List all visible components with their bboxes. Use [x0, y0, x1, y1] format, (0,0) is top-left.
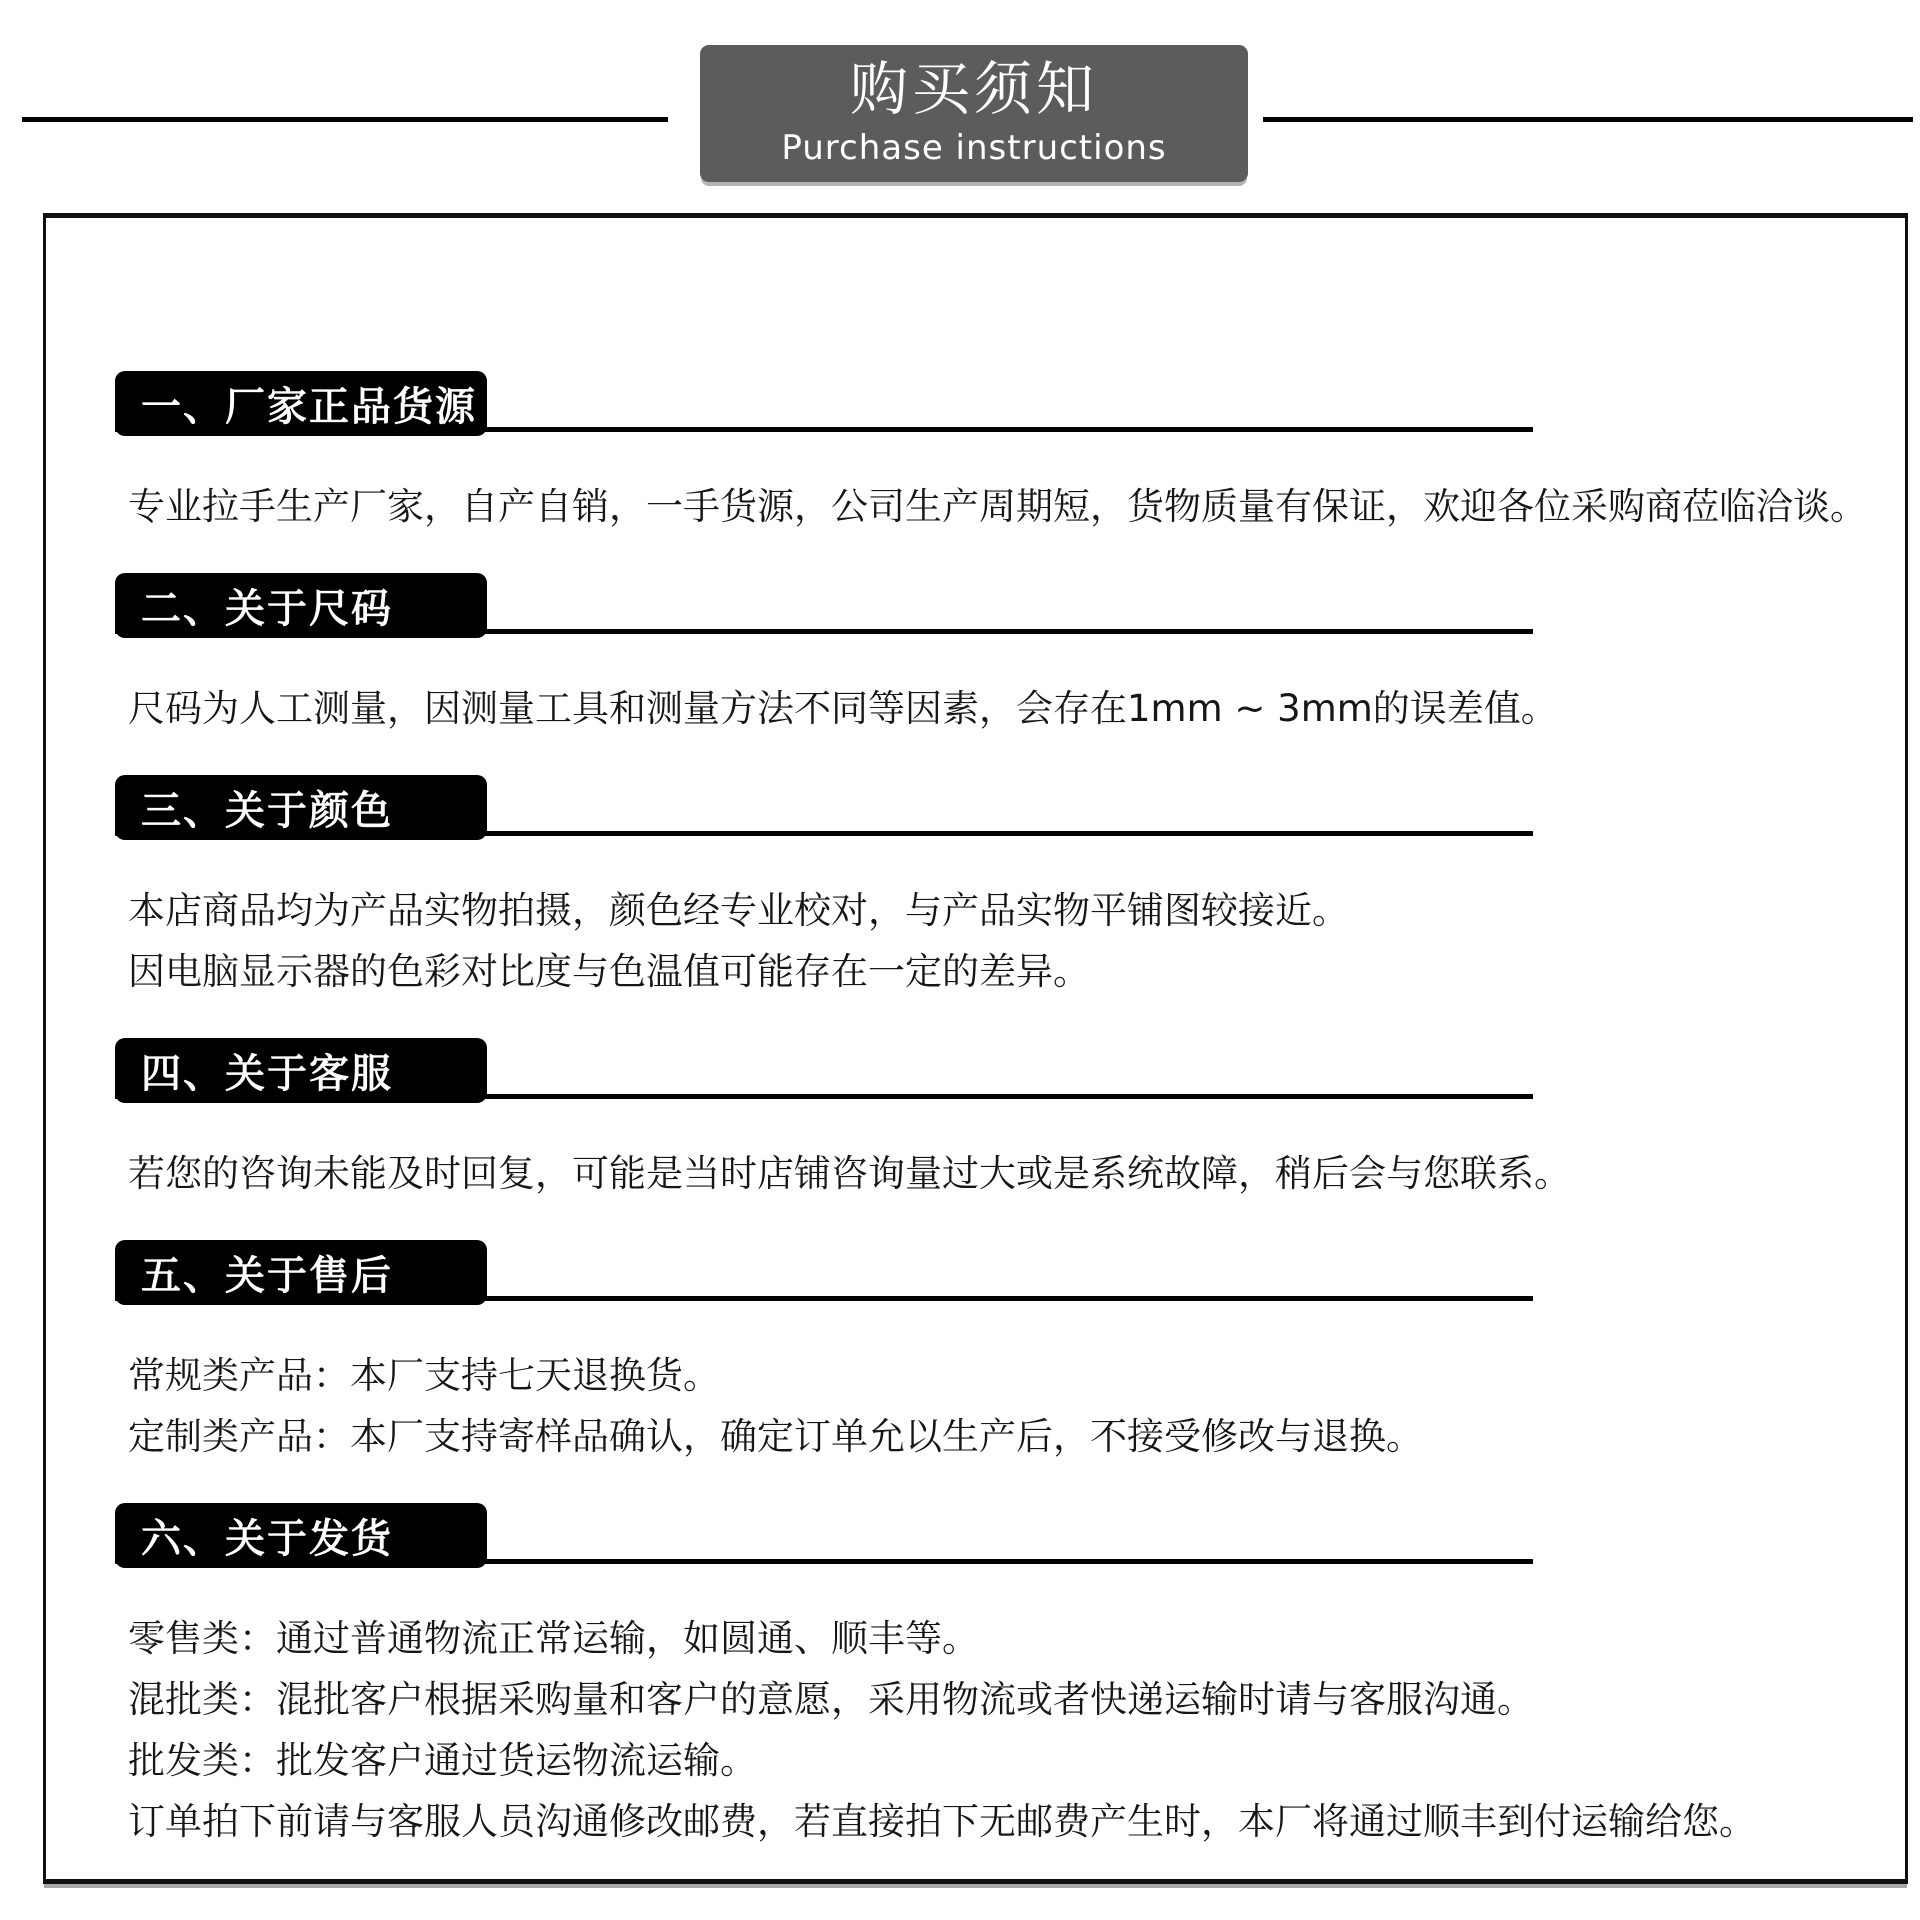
page-title: 购买须知: [849, 55, 1098, 123]
section-title: 五、关于售后: [141, 1253, 393, 1299]
section-title: 六、关于发货: [141, 1516, 393, 1562]
section-header-rule: [115, 1503, 1533, 1564]
section-text-line: 混批类：混批客户根据采购量和客户的意愿，采用物流或者快递运输时请与客服沟通。: [128, 1678, 1534, 1721]
header-divider-right: [1263, 117, 1913, 122]
section: [115, 1503, 1905, 1852]
section-title: 二、关于尺码: [141, 586, 393, 632]
section-body: [128, 1143, 1905, 1204]
section-title-bar: [115, 1240, 487, 1305]
section-text-line: 常规类产品：本厂支持七天退换货。: [128, 1354, 720, 1397]
section-body: [128, 1345, 1905, 1467]
section-text-line: 定制类产品：本厂支持寄样品确认，确定订单允以生产后，不接受修改与退换。: [128, 1415, 1423, 1458]
section-text-line: 订单拍下前请与客服人员沟通修改邮费，若直接拍下无邮费产生时，本厂将通过顺丰到付运输给您。: [128, 1800, 1756, 1843]
section-body: [128, 880, 1905, 1002]
section-title-bar: [115, 371, 487, 436]
section-header-rule: [115, 573, 1533, 634]
section-body: [128, 1608, 1905, 1852]
section-header-rule: [115, 1038, 1533, 1099]
section-text-line: 专业拉手生产厂家，自产自销，一手货源，公司生产周期短，货物质量有保证，欢迎各位采购商莅临洽谈。: [128, 485, 1867, 528]
section-text-line: 零售类：通过普通物流正常运输，如圆通、顺丰等。: [128, 1617, 979, 1660]
section: [115, 573, 1905, 739]
section-header-rule: [115, 775, 1533, 836]
section-title-bar: [115, 573, 487, 638]
page-subtitle: Purchase instructions: [781, 128, 1167, 168]
content-box: [43, 213, 1908, 1884]
section-text-line: 本店商品均为产品实物拍摄，颜色经专业校对，与产品实物平铺图较接近。: [128, 889, 1349, 932]
section-title: 四、关于客服: [141, 1051, 393, 1097]
section-body: [128, 678, 1905, 739]
section-text-line: 尺码为人工测量，因测量工具和测量方法不同等因素，会存在1mm ~ 3mm的误差值。: [128, 687, 1558, 730]
section-title-bar: [115, 775, 487, 840]
header-divider-left: [22, 117, 668, 122]
section-text-line: 批发类：批发客户通过货运物流运输。: [128, 1739, 757, 1782]
section-title: 三、关于颜色: [141, 788, 393, 834]
section-title-bar: [115, 1038, 487, 1103]
section-title: 一、厂家正品货源: [141, 384, 477, 430]
section-title-bar: [115, 1503, 487, 1568]
section: [115, 1240, 1905, 1467]
section: [115, 775, 1905, 1002]
section-text-line: 因电脑显示器的色彩对比度与色温值可能存在一定的差异。: [128, 950, 1090, 993]
section-body: [128, 476, 1905, 537]
section: [115, 1038, 1905, 1204]
section-text-line: 若您的咨询未能及时回复，可能是当时店铺咨询量过大或是系统故障，稍后会与您联系。: [128, 1152, 1571, 1195]
page-title-box: [700, 45, 1248, 182]
section-header-rule: [115, 1240, 1533, 1301]
section: [115, 371, 1905, 537]
section-header-rule: [115, 371, 1533, 432]
sections-container: [115, 371, 1905, 1852]
